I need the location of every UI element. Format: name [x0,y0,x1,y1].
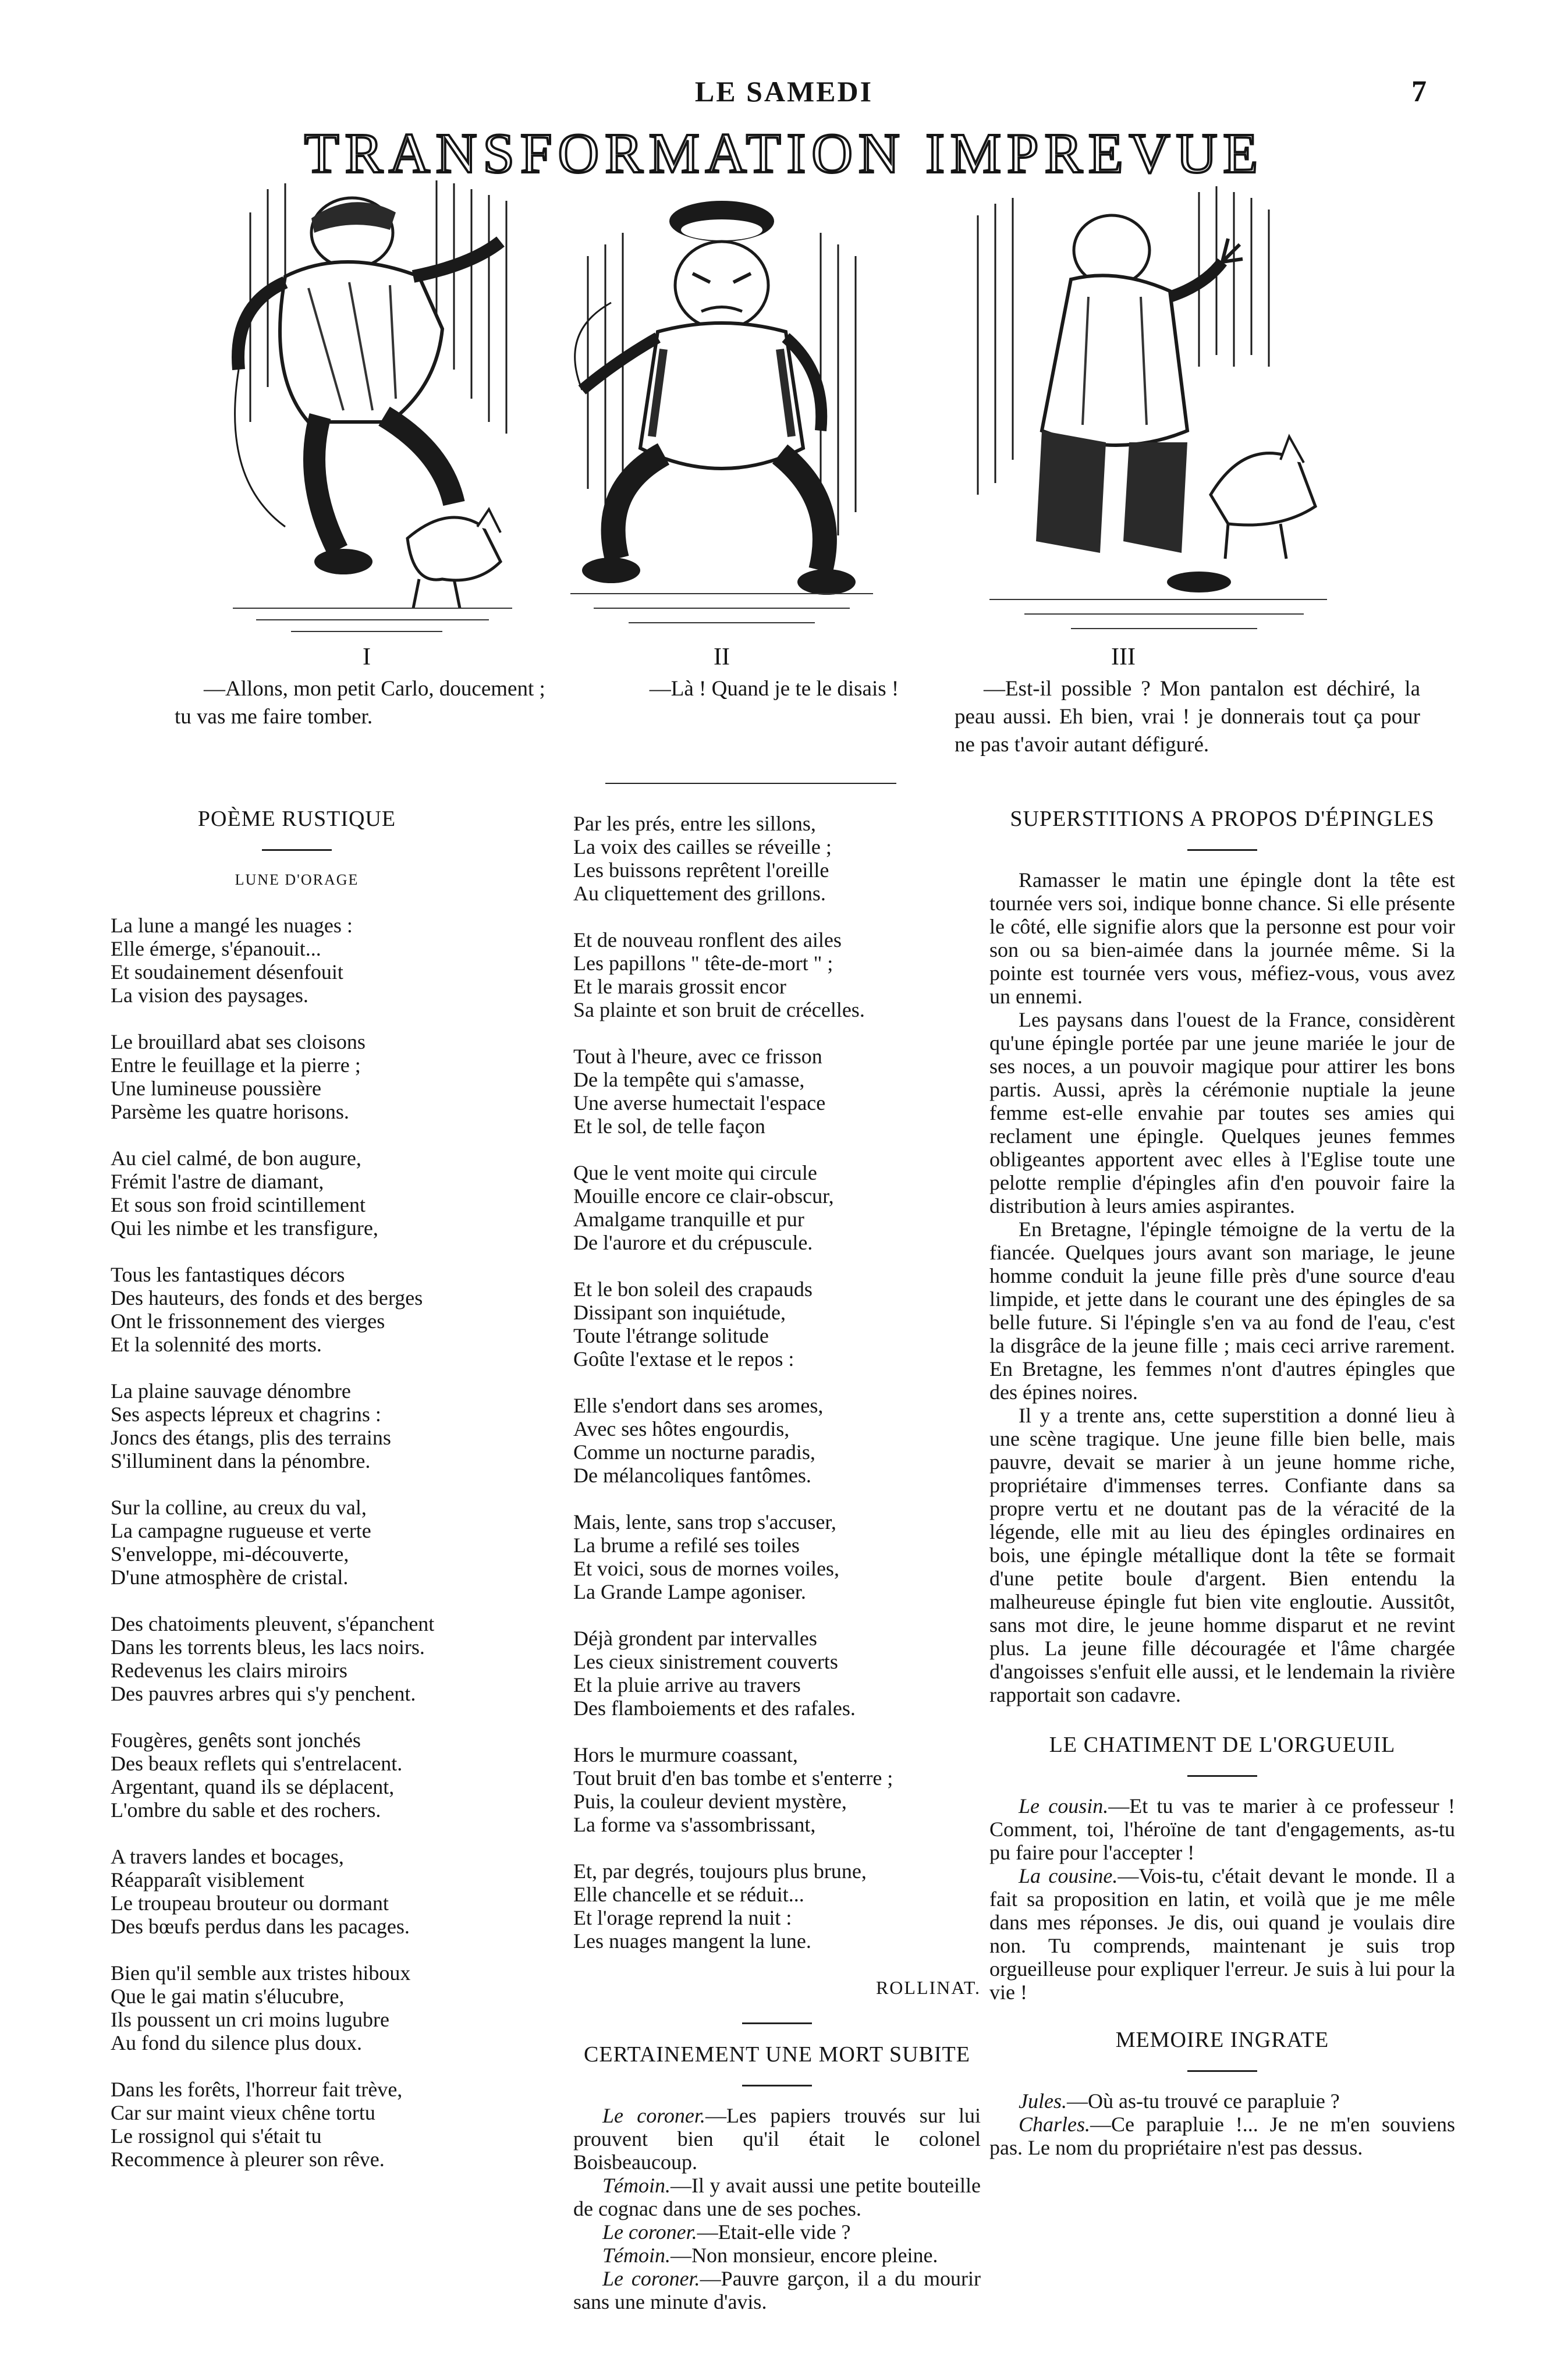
poem-line: Avec ses hôtes engourdis, [573,1417,790,1440]
poem-line: Fougères, genêts sont jonchés [111,1729,361,1752]
running-head: LE SAMEDI [694,75,874,108]
poem-line: Joncs des étangs, plis des terrains [111,1426,391,1449]
poem-stanza [111,1845,483,1938]
poem-signature: ROLLINAT. [875,1977,981,1998]
caption-divider [605,783,896,784]
superstitions-paragraph: Ramasser le matin une épingle dont la tête est tournée vers soi, indique bonne chance. Si elle présente le côté, elle signifie alors que la personne est pour voir son ou sa bien-aimée dans la journée même. Si la pointe est tournée vers vous, méfiez-vous, vous avez un ennemi. [989,868,1455,1008]
poem-stanza [573,1627,981,1720]
poem-line: Et voici, sous de mornes voiles, [573,1557,839,1580]
superstitions-paragraph: Il y a trente ans, cette superstition a donné lieu à une scène tragique. Une jeune fille bien belle, mais pauvre, devait se marier à un jeune homme riche, propriétaire d'immenses terres. Confiante dans sa propre vertu et ne doutant pas de la véracité de la légende, elle mit au lieu des épingles ordinaires en bois, une épingle métallique dont la tête se formait d'une petite boule d'argent. Bien entendu la malheureuse épingle fut bien vite engloutie. Aussitôt, sans mot dire, le jeune homme disparut et ne revint plus. La jeune fille découragée et l'âme chargée d'angoisses s'enfuit elle aussi, et le lendemain la rivière rapportait son cadavre. [989,1404,1455,1706]
dialogue-text: —Etait-elle vide ? [697,2220,851,2244]
poem-line: A travers landes et bocages, [111,1845,344,1868]
dialogue-line [573,2220,981,2244]
poem-stanza [573,1859,981,1953]
mort-subite-title: CERTAINEMENT UNE MORT SUBITE [584,2042,970,2067]
main-title: TRANSFORMATION IMPREVUE [304,122,1264,185]
poem-line: Les cieux sinistrement couverts [573,1650,838,1673]
poem-stanza [111,1030,483,1123]
panel-3-number: III [1111,644,1136,670]
mort-subite-title-rule [742,2085,812,2086]
poem-line: Tout bruit d'en bas tombe et s'enterre ; [573,1766,893,1790]
poem-stanza [573,1394,981,1487]
poem-stanza [111,1147,483,1240]
panel-2-illustration [547,186,896,634]
poem-stanza [111,1263,483,1356]
poem-line: La voix des cailles se réveille ; [573,835,832,858]
poem-line: Puis, la couleur devient mystère, [573,1790,847,1813]
memoire-title-rule [1187,2070,1257,2072]
dialogue-text: —Pauvre garçon, il a du mourir sans une minute d'avis. [573,2267,981,2313]
poem-line: Des bœufs perdus dans les pacages. [111,1915,410,1938]
poem-title: POÈME RUSTIQUE [197,807,396,831]
panel-2-caption [629,675,920,703]
dialogue-text: —Non monsieur, encore pleine. [671,2244,938,2267]
superstitions-body [989,868,1455,1706]
dialogue-speaker: Le cousin. [1019,1794,1109,1818]
superstitions-title-rule [1187,849,1257,851]
poem-line: D'une atmosphère de cristal. [111,1566,349,1589]
poem-line: Tous les fantastiques décors [111,1263,345,1286]
poem-line: Et, par degrés, toujours plus brune, [573,1859,867,1883]
poem-line: Amalgame tranquille et pur [573,1208,804,1231]
superstitions-paragraph: Les paysans dans l'ouest de la France, considèrent qu'une épingle portée par une jeune mariée le jour de ses noces, a un pouvoir magique pour attirer les bons partis. Aussi, après la cérémonie nuptiale la jeune femme est-elle envahie par toutes ses amies qui reclament une épingle. Quelques jeunes femmes obligeantes apportent avec elles à l'Eglise toute une pelotte remplie d'épingles afin d'en pouvoir faire la distribution à leurs amies aspirantes. [989,1008,1455,1218]
dialogue-line [989,1864,1455,2004]
poem-line: Et le sol, de telle façon [573,1115,765,1138]
poem-line: Déjà grondent par intervalles [573,1627,817,1650]
chatiment-title: LE CHATIMENT DE L'ORGUEUIL [1049,1733,1396,1757]
poem-stanza [573,1743,981,1836]
poem-line: Redevenus les clairs miroirs [111,1659,347,1682]
poem-subtitle: LUNE D'ORAGE [235,871,359,888]
poem-line: Une lumineuse poussière [111,1077,321,1100]
poem-line: Argentant, quand ils se déplacent, [111,1775,395,1798]
poem-line: Le troupeau brouteur ou dormant [111,1892,389,1915]
page-number: 7 [1411,75,1427,108]
poem-line: De mélancoliques fantômes. [573,1464,811,1487]
dialogue-text: —Où as-tu trouvé ce parapluie ? [1066,2089,1340,2113]
poem-line: Et le marais grossit encor [573,975,786,998]
poem-line: Et la solennité des morts. [111,1333,322,1356]
poem-line: La vision des paysages. [111,984,308,1007]
poem-stanzas-column-2 [573,812,981,1953]
poem-line: Des chatoiments pleuvent, s'épanchent [111,1612,435,1635]
poem-line: Frémit l'astre de diamant, [111,1170,324,1193]
poem-line: Car sur maint vieux chêne tortu [111,2101,375,2124]
superstitions-paragraph: En Bretagne, l'épingle témoigne de la vertu de la fiancée. Quelques jours avant son mariage, le jeune homme conduit la jeune fille près d'une source d'eau limpide, et jette dans le courant une des épingles de sa belle future. Si l'épingle s'en va au fond de l'eau, c'est la disgrâce de la jeune fille ; mais ceci arrive rarement. En Bretagne, les femmes n'ont d'autres épingles que des épines noires. [989,1218,1455,1404]
poem-stanza [573,1045,981,1138]
poem-line: Des hauteurs, des fonds et des berges [111,1286,423,1310]
poem-stanza [573,1277,981,1371]
poem-line: Des beaux reflets qui s'entrelacent. [111,1752,403,1775]
poem-line: Recommence à pleurer son rêve. [111,2148,385,2171]
panel-1-caption-text: —Allons, mon petit Carlo, doucement ; tu vas me faire tomber. [175,677,545,729]
superstitions-title: SUPERSTITIONS A PROPOS D'ÉPINGLES [1010,807,1435,831]
memoire-dialogue [989,2089,1455,2159]
poem-stanza [573,812,981,905]
poem-line: L'ombre du sable et des rochers. [111,1798,381,1822]
dialogue-text: —Ce parapluie !... Je ne m'en souviens pas. Le nom du propriétaire n'est pas dessus. [989,2113,1455,2159]
panel-1-number: I [363,644,371,670]
panel-3-caption-text: —Est-il possible ? Mon pantalon est déchiré, la peau aussi. Eh bien, vrai ! je donnerais tout ça pour ne pas t'avoir autant défiguré. [955,677,1420,757]
poem-line: De la tempête qui s'amasse, [573,1068,805,1091]
poem-line: Mouille encore ce clair-obscur, [573,1184,834,1208]
poem-line: Des pauvres arbres qui s'y penchent. [111,1682,416,1705]
chatiment-title-rule [1187,1775,1257,1777]
panel-1-caption [175,675,559,731]
poem-line: Et l'orage reprend la nuit : [573,1906,792,1929]
poem-line: Et le bon soleil des crapauds [573,1277,813,1301]
poem-stanza [111,1961,483,2054]
column-3 [989,806,1455,2159]
dialogue-speaker: Le coroner. [602,2104,705,2127]
dialogue-speaker: Témoin. [602,2174,671,2197]
dialogue-line [573,2104,981,2174]
poem-line: Et de nouveau ronflent des ailes [573,928,842,952]
dialogue-line [573,2244,981,2267]
dialogue-speaker: La cousine. [1019,1864,1118,1887]
dialogue-speaker: Jules. [1019,2089,1067,2113]
poem-line: Au ciel calmé, de bon augure, [111,1147,361,1170]
poem-line: Bien qu'il semble aux tristes hiboux [111,1961,411,1985]
poem-line: Elle émerge, s'épanouit... [111,937,321,960]
poem-stanza [573,928,981,1021]
poem-line: Les papillons " tête-de-mort " ; [573,952,833,975]
poem-line: Les nuages mangent la lune. [573,1929,811,1953]
poem-line: Elle chancelle et se réduit... [573,1883,804,1906]
dialogue-speaker: Charles. [1019,2113,1091,2136]
poem-stanza [111,2078,483,2171]
dialogue-line [573,2267,981,2313]
poem-line: Mais, lente, sans trop s'accuser, [573,1510,836,1534]
dialogue-text: —Et tu vas te marier à ce professeur ! Comment, toi, l'héroïne de tant d'engagements, as-tu pu faire pour l'accepter ! [989,1794,1456,1864]
poem-stanza [111,1729,483,1822]
poem-line: Dans les torrents bleus, les lacs noirs. [111,1635,425,1659]
poem-line: Dans les forêts, l'horreur fait trève, [111,2078,403,2101]
panel-1-illustration [198,178,535,637]
poem-line: Elle s'endort dans ses aromes, [573,1394,824,1417]
dialogue-line [989,1794,1455,1864]
poem-line: La Grande Lampe agoniser. [573,1580,806,1603]
poem-line: Réapparaît visiblement [111,1868,304,1892]
poem-title-rule [262,849,332,851]
poem-line: Que le vent moite qui circule [573,1161,817,1184]
poem-line: Entre le feuillage et la pierre ; [111,1053,361,1077]
column-1 [111,806,483,2194]
panel-3-caption [955,675,1420,759]
dialogue-speaker: Le coroner. [602,2267,700,2290]
poem-line: Toute l'étrange solitude [573,1324,769,1347]
dialogue-text: —Les papiers trouvés sur lui prouvent bien qu'il était le colonel Boisbeaucoup. [573,2104,981,2174]
poem-line: Dissipant son inquiétude, [573,1301,786,1324]
poem-line: De l'aurore et du crépuscule. [573,1231,813,1254]
dialogue-speaker: Témoin. [602,2244,671,2267]
poem-line: Qui les nimbe et les transfigure, [111,1216,378,1240]
poem-line: Sa plainte et son bruit de crécelles. [573,998,865,1021]
poem-line: S'enveloppe, mi-découverte, [111,1542,349,1566]
poem-line: Par les prés, entre les sillons, [573,812,816,835]
poem-line: La campagne rugueuse et verte [111,1519,371,1542]
poem-line: Une averse humectait l'espace [573,1091,826,1115]
poem-line: Et la pluie arrive au travers [573,1673,801,1697]
chatiment-dialogue [989,1794,1455,2004]
poem-stanza [111,1379,483,1472]
poem-line: La lune a mangé les nuages : [111,914,353,937]
poem-line: Que le gai matin s'élucubre, [111,1985,345,2008]
poem-line: Au fond du silence plus doux. [111,2031,362,2054]
poem-line: La brume a refilé ses toiles [573,1534,800,1557]
poem-line: Ont le frissonnement des vierges [111,1310,385,1333]
panel-3-illustration [955,180,1362,640]
poem-stanza [111,1496,483,1589]
poem-line: Et soudainement désenfouit [111,960,343,984]
dialogue-text: —Vois-tu, c'était devant le monde. Il a fait sa proposition en latin, et voilà que je me mêle dans mes réponses. Je dis, oui quand je voulais dire non. Tu comprends, maintenant je suis trop orgueilleuse pour expliquer l'erreur. Je suis à lui pour la vie ! [989,1864,1455,2004]
dialogue-line [989,2089,1455,2113]
poem-line: Le rossignol qui s'était tu [111,2124,322,2148]
poem-line: Sur la colline, au creux du val, [111,1496,367,1519]
poem-line: Comme un nocturne paradis, [573,1440,815,1464]
poem-line: Parsème les quatre horisons. [111,1100,349,1123]
poem-line: Au cliquettement des grillons. [573,882,826,905]
poem-line: Le brouillard abat ses cloisons [111,1030,366,1053]
mort-subite-top-rule [742,2022,812,2024]
poem-line: Les buissons reprêtent l'oreille [573,858,829,882]
poem-line: La plaine sauvage dénombre [111,1379,351,1403]
dialogue-line [989,2113,1455,2159]
column-2 [573,812,981,2313]
poem-stanza [111,1612,483,1705]
poem-line: Ils poussent un cri moins lugubre [111,2008,389,2031]
poem-line: Goûte l'extase et le repos : [573,1347,794,1371]
dialogue-text: —Il y avait aussi une petite bouteille de cognac dans une de ses poches. [573,2174,981,2220]
panel-2-number: II [714,644,730,670]
panel-2-caption-text: —Là ! Quand je te le disais ! [649,677,899,701]
poem-line: S'illuminent dans la pénombre. [111,1449,371,1472]
poem-line: Tout à l'heure, avec ce frisson [573,1045,822,1068]
dialogue-speaker: Le coroner. [602,2220,697,2244]
poem-stanzas-column-1 [111,914,483,2171]
poem-stanza [573,1510,981,1603]
dialogue-line [573,2174,981,2220]
memoire-title: MEMOIRE INGRATE [1115,2028,1329,2052]
poem-stanza [573,1161,981,1254]
mort-subite-dialogue [573,2104,981,2313]
poem-line: Ses aspects lépreux et chagrins : [111,1403,381,1426]
poem-line: Des flamboiements et des rafales. [573,1697,856,1720]
poem-stanza [111,914,483,1007]
poem-line: Hors le murmure coassant, [573,1743,798,1766]
poem-line: Et sous son froid scintillement [111,1193,366,1216]
poem-line: La forme va s'assombrissant, [573,1813,816,1836]
